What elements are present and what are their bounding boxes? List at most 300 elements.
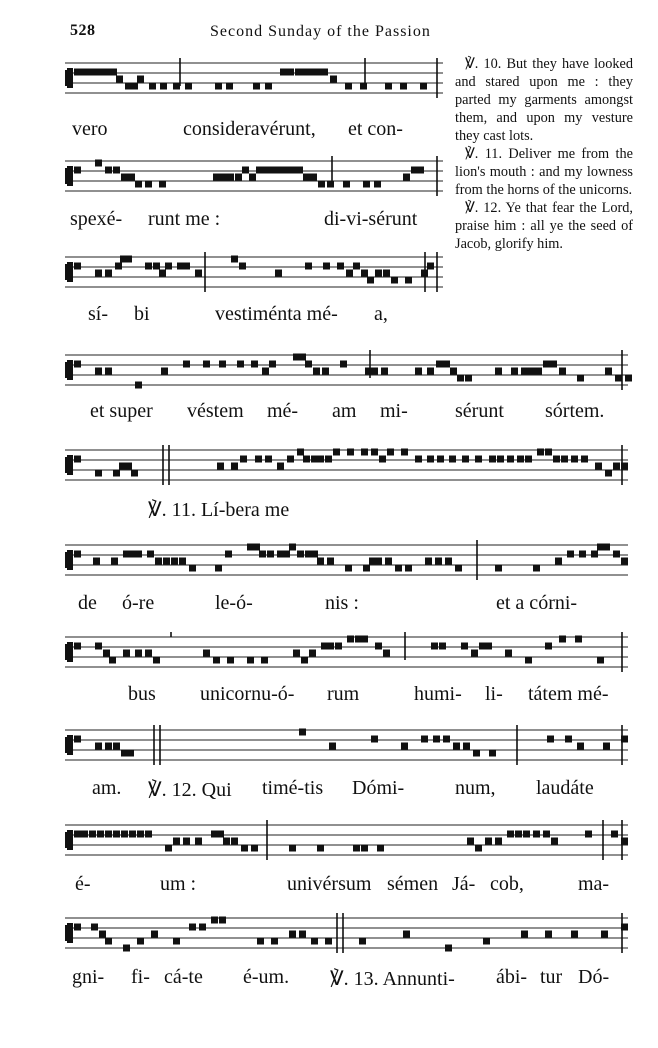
neume [309,650,316,657]
neume [543,831,550,838]
neume [565,736,572,743]
neume [299,931,306,938]
neume [347,636,354,643]
neume [277,463,284,470]
neume [287,456,294,463]
neume [436,361,443,368]
neume [265,83,272,90]
lyric-syllable: ℣. 12. Qui [148,779,232,801]
verse-11-translation: ℣. 11. Deliver me from the lion's mouth : and my lowness from the horns of the unicorns. [455,146,633,198]
neume [395,565,402,572]
neume [163,558,170,565]
neume [299,729,306,736]
neume [125,463,132,470]
chant-staff [65,252,443,292]
neume [371,449,378,456]
staff-drawing [65,913,628,953]
page-number: 528 [70,22,96,39]
neume [231,463,238,470]
lyric-syllable: é-um. [243,966,290,988]
neume [129,551,136,558]
neume [579,551,586,558]
neume [247,544,254,551]
neume [521,931,528,938]
neume [485,838,492,845]
neume [327,643,334,650]
neume [314,69,321,76]
neume [105,831,112,838]
lyric-syllable: gni- [72,966,105,988]
chant-staff [65,58,443,98]
neume [255,456,262,463]
neume [347,449,354,456]
neume [231,256,238,263]
neume [128,174,135,181]
lyric-syllable: tátem mé- [528,683,609,705]
lyric-syllable: cá-te [164,966,203,988]
neume [363,565,370,572]
neume [387,449,394,456]
neume [611,831,618,838]
lyric-syllable: consideravérunt, [183,118,316,140]
staff-drawing [65,725,628,765]
neume [220,174,227,181]
neume [121,750,128,757]
neume [116,76,123,83]
neume [475,845,482,852]
neume [435,558,442,565]
neume [293,650,300,657]
neume [104,69,111,76]
neume [517,456,524,463]
neume [99,931,106,938]
neume [507,456,514,463]
neume [145,263,152,270]
neume [591,551,598,558]
neume [299,354,306,361]
lyric-syllable: ℣. 13. Annunti- [330,968,455,990]
neume [195,838,202,845]
neume [445,945,452,952]
neume [219,361,226,368]
neume [335,643,342,650]
neume [241,845,248,852]
neume [367,277,374,284]
neume [183,838,190,845]
neume [203,361,210,368]
chant-staff [65,445,628,485]
neume [113,831,120,838]
lyric-syllable: vestiménta mé- [215,303,338,325]
neume [585,831,592,838]
lyric-syllable: humi- [414,683,462,705]
neume [159,181,166,188]
neume [242,167,249,174]
neume [511,368,518,375]
neume [439,643,446,650]
neume [303,174,310,181]
neume [137,76,144,83]
neume [203,650,210,657]
neume [345,565,352,572]
neume [317,558,324,565]
neume [601,931,608,938]
neume [311,456,318,463]
neume [374,181,381,188]
neume [213,657,220,664]
neume [415,368,422,375]
neume [237,361,244,368]
neume [98,69,105,76]
neume [129,831,136,838]
neume [567,551,574,558]
lyric-syllable: ℣. 11. Lí-bera me [148,499,290,521]
neume [403,931,410,938]
lyric-syllable: sí- [88,303,108,325]
neume [295,69,302,76]
neume [333,449,340,456]
neume [282,167,289,174]
neume [160,83,167,90]
neume [231,838,238,845]
neume [495,838,502,845]
neume [525,456,532,463]
neume [361,636,368,643]
neume [179,558,186,565]
neume [95,470,102,477]
neume [287,69,294,76]
neume [257,938,264,945]
neume [131,83,138,90]
neume [337,263,344,270]
neume [105,743,112,750]
staff-drawing [65,350,628,390]
neume [253,83,260,90]
lyric-syllable: laudáte [536,777,594,799]
lyric-syllable: am [332,400,357,422]
lyric-syllable: sémen [387,873,439,895]
neume [369,558,376,565]
neume [571,931,578,938]
neume [313,368,320,375]
neume [489,456,496,463]
chant-staff [65,913,628,953]
chant-staff [65,820,628,860]
neume [461,643,468,650]
neume [521,368,528,375]
neume [361,270,368,277]
neume [219,917,226,924]
neume [74,456,81,463]
neume [135,382,142,389]
neume [455,565,462,572]
neume [289,845,296,852]
neume [92,69,99,76]
neume [400,83,407,90]
neume [131,470,138,477]
lyric-syllable: et a córni- [496,592,578,614]
neume [123,650,130,657]
lyric-syllable: Dómi- [352,777,405,799]
neume [199,924,206,931]
neume [177,263,184,270]
neume [105,368,112,375]
neume [74,551,81,558]
neume [371,368,378,375]
neume [360,83,367,90]
neume [74,643,81,650]
neume [289,931,296,938]
chant-staff [65,540,628,580]
lyric-syllable: univérsum [287,873,372,895]
neume [528,368,535,375]
neume [545,449,552,456]
neume [110,69,117,76]
neume [427,368,434,375]
neume [621,558,628,565]
neume [515,831,522,838]
neume [495,368,502,375]
clef-mark [67,933,73,943]
neume [375,643,382,650]
neume [183,361,190,368]
chant-staff [65,725,628,765]
lyric-syllable: et con- [348,118,403,140]
chant-staff [65,350,628,390]
neume [353,263,360,270]
neume [365,368,372,375]
neume [289,167,296,174]
neume [145,831,152,838]
neume [443,361,450,368]
lyric-syllable: fi- [131,966,150,988]
neume [559,636,566,643]
neume [597,544,604,551]
neume [105,270,112,277]
neume [123,945,130,952]
neume [401,449,408,456]
neume [275,167,282,174]
neume [81,831,88,838]
neume [265,456,272,463]
neume [226,83,233,90]
neume [105,167,112,174]
neume [215,565,222,572]
lyric-syllable: ábi- [496,966,528,988]
clef-mark [67,78,73,88]
clef-mark [67,370,73,380]
neume [137,831,144,838]
neume [121,174,128,181]
neume [381,368,388,375]
clef-mark [67,560,73,570]
neume [115,263,122,270]
neume [453,743,460,750]
neume [340,361,347,368]
neume [217,831,224,838]
lyric-syllable: Já- [452,873,476,895]
clef-mark [67,176,73,186]
neume [89,831,96,838]
lyric-syllable: num, [455,777,496,799]
neume [375,558,382,565]
lyric-syllable: le-ó- [215,592,253,614]
neume [427,263,434,270]
lyric-syllable: runt me : [148,208,221,230]
lyric-syllable: é- [75,873,91,895]
neume [346,270,353,277]
neume [135,650,142,657]
neume [317,456,324,463]
neume [125,256,132,263]
neume [497,456,504,463]
neume [550,361,557,368]
lyric-syllable: sórtem. [545,400,605,422]
neume [317,845,324,852]
neume [555,558,562,565]
neume [379,456,386,463]
neume [113,167,120,174]
neume [213,174,220,181]
lyric-syllable: cob, [490,873,524,895]
staff-drawing [65,252,443,292]
neume [575,636,582,643]
neume [343,181,350,188]
clef-mark [67,652,73,662]
neume [145,650,152,657]
neume [235,174,242,181]
neume [561,456,568,463]
neume [427,456,434,463]
neume [135,551,142,558]
neume [95,368,102,375]
neume [215,83,222,90]
neume [605,470,612,477]
neume [431,643,438,650]
lyric-syllable: spexé- [70,208,123,230]
neume [505,650,512,657]
lyric-syllable: di-vi-sérunt [324,208,418,230]
lyric-syllable: vero [72,118,108,140]
neume [417,167,424,174]
lyric-syllable: unicornu-ó- [200,683,295,705]
chant-staff [65,632,628,672]
neume [97,831,104,838]
neume [433,736,440,743]
neume [537,449,544,456]
neume [225,551,232,558]
neume [507,831,514,838]
neume [615,375,622,382]
neume [361,449,368,456]
lyric-syllable: rum [327,683,360,705]
neume [321,69,328,76]
clef-mark [67,840,73,850]
neume [159,270,166,277]
neume [135,181,142,188]
neume [421,736,428,743]
neume [74,263,81,270]
neume [267,551,274,558]
neume [603,544,610,551]
neume [305,361,312,368]
neume [261,657,268,664]
neume [577,375,584,382]
neume [74,831,81,838]
neume [330,76,337,83]
neume [571,456,578,463]
neume [377,845,384,852]
neume [211,831,218,838]
lyric-syllable: sérunt [455,400,504,422]
neume [361,845,368,852]
neume [483,938,490,945]
neume [195,270,202,277]
neume [251,845,258,852]
neume [359,938,366,945]
neume [613,551,620,558]
neume [463,743,470,750]
neume [171,558,178,565]
neume [415,456,422,463]
neume [165,263,172,270]
neume [411,167,418,174]
neume [489,750,496,757]
neume [301,657,308,664]
neume [375,270,382,277]
neume [296,167,303,174]
neume [559,368,566,375]
staff-drawing [65,445,628,485]
neume [485,643,492,650]
neume [310,174,317,181]
lyric-syllable: ma- [578,873,610,895]
neume [327,558,334,565]
neume [297,449,304,456]
neume [329,743,336,750]
translation-column [455,55,633,253]
lyric-syllable: bi [134,303,150,325]
neume [495,565,502,572]
neume [305,551,312,558]
clef-mark [67,272,73,282]
chant-staff [65,156,443,196]
lyric-syllable: bus [128,683,156,705]
neume [577,743,584,750]
neume [457,375,464,382]
neume [307,69,314,76]
neume [467,838,474,845]
neume [597,657,604,664]
neume [311,551,318,558]
neume [355,636,362,643]
neume [303,456,310,463]
neume [383,650,390,657]
neume [325,456,332,463]
clef-mark [67,465,73,475]
neume [262,167,269,174]
neume [149,83,156,90]
neume [240,456,247,463]
neume [74,167,81,174]
neume [109,657,116,664]
neume [321,643,328,650]
lyric-syllable: et super [90,400,153,422]
neume [91,924,98,931]
neume [345,83,352,90]
neume [189,924,196,931]
neume [268,167,275,174]
